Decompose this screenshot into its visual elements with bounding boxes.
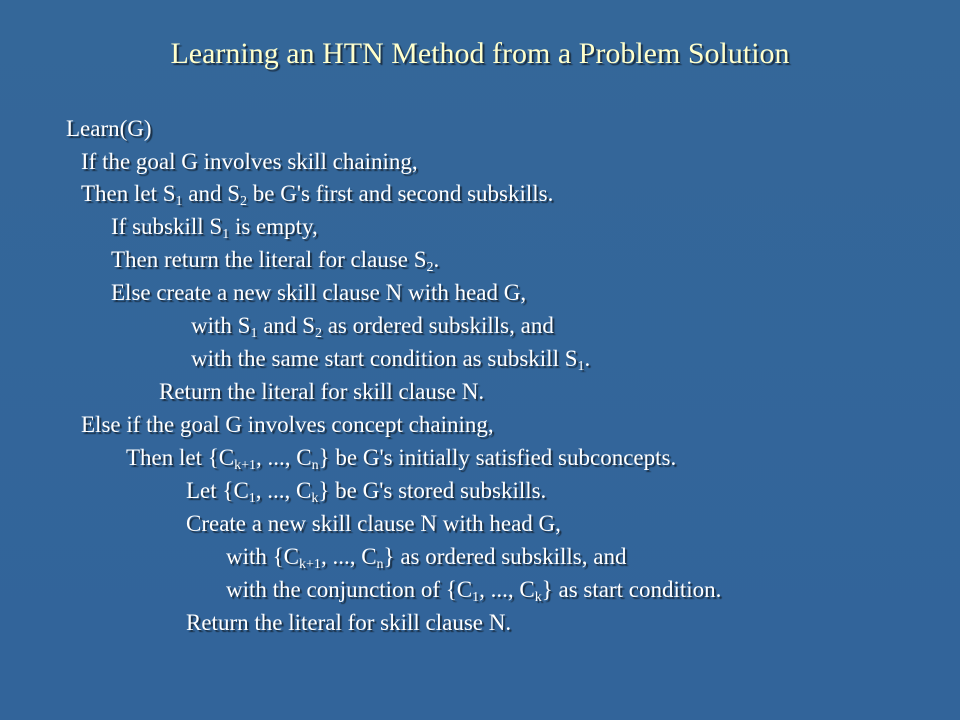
algorithm-line: Return the literal for skill clause N.	[159, 379, 485, 404]
algorithm-line: Then let $S_1$ and $S_2$ be G's first and second subskills.	[81, 181, 554, 209]
slide-title: Learning an HTN Method from a Problem Solution	[170, 37, 790, 70]
algorithm-line: with the conjunction of {$C_1$, ..., $C_k$} as start condition.	[226, 577, 722, 605]
algorithm-line: Then let {$C_{k+1}$, ..., $C_n$} be G's initially satisfied subconcepts.	[126, 445, 677, 473]
algorithm-line: Create a new skill clause N with head G,	[186, 511, 561, 536]
algorithm-line: Learn(G)	[66, 116, 152, 141]
algorithm-line: If subskill $S_1$ is empty,	[111, 214, 318, 242]
algorithm-line: Let {$C_1$, ..., $C_k$} be G's stored subskills.	[186, 478, 547, 506]
algorithm-line: Return the literal for skill clause N.	[186, 610, 512, 635]
algorithm-line: with {$C_{k+1}$, ..., $C_n$} as ordered subskills, and	[226, 544, 627, 572]
algorithm-line: Then return the literal for clause $S_2$.	[111, 247, 440, 275]
algorithm-line: with the same start condition as subskill $S_1$.	[191, 346, 591, 374]
algorithm-line: with $S_1$ and $S_2$ as ordered subskills, and	[191, 313, 554, 341]
algorithm-line: Else create a new skill clause N with head G,	[111, 280, 527, 305]
algorithm-line: Else if the goal G involves concept chaining,	[81, 412, 494, 437]
algorithm-line: If the goal G involves skill chaining,	[81, 149, 418, 174]
